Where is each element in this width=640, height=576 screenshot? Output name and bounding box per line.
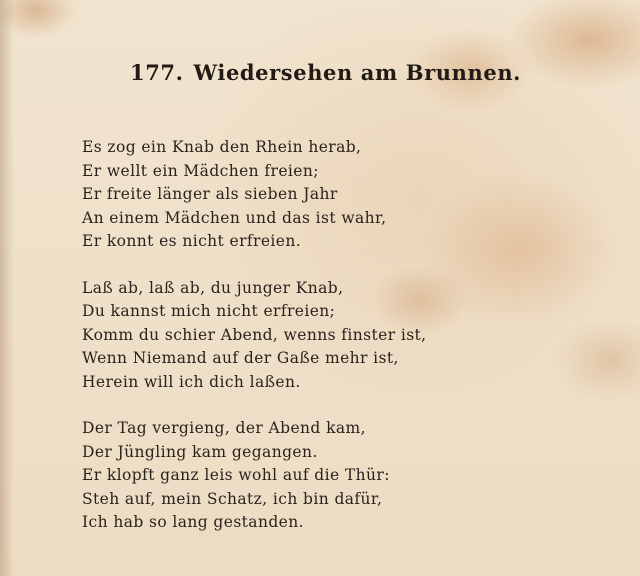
- verse-line: Herein will ich dich laßen.: [82, 372, 301, 391]
- verse-line: Steh auf, mein Schatz, ich bin dafür,: [82, 489, 383, 508]
- verse-line: Er konnt es nicht erfreien.: [82, 232, 302, 250]
- stanza-2: [82, 277, 502, 395]
- poem-number: 177.: [130, 60, 184, 85]
- stanza-3: [82, 417, 502, 535]
- verse-line: An einem Mädchen und das ist wahr,: [82, 208, 387, 227]
- verse-line: Ich hab so lang gestanden.: [82, 513, 304, 531]
- verse-line: Komm du schier Abend, wenns finster ist,: [82, 325, 427, 344]
- verse-line: Er wellt ein Mädchen freien;: [82, 161, 319, 180]
- verse-line: Es zog ein Knab den Rhein herab,: [82, 138, 362, 156]
- verse-line: Du kannst mich nicht erfreien;: [82, 302, 336, 320]
- verse-line: Wenn Niemand auf der Gaße mehr ist,: [82, 349, 399, 367]
- verse-line: Laß ab, laß ab, du junger Knab,: [82, 278, 344, 297]
- verse-line: Der Jüngling kam gegangen.: [82, 442, 318, 461]
- verse-line: Er freite länger als sieben Jahr: [82, 185, 338, 203]
- verse-line: Er klopft ganz leis wohl auf die Thür:: [82, 466, 390, 484]
- poem-heading: [130, 60, 521, 85]
- poem-body: [82, 136, 502, 558]
- verse-line: Der Tag vergieng, der Abend kam,: [82, 419, 366, 437]
- poem-title: Wiedersehen am Brunnen.: [193, 60, 522, 85]
- page-gutter-shadow: [0, 0, 14, 576]
- stanza-1: [82, 136, 502, 254]
